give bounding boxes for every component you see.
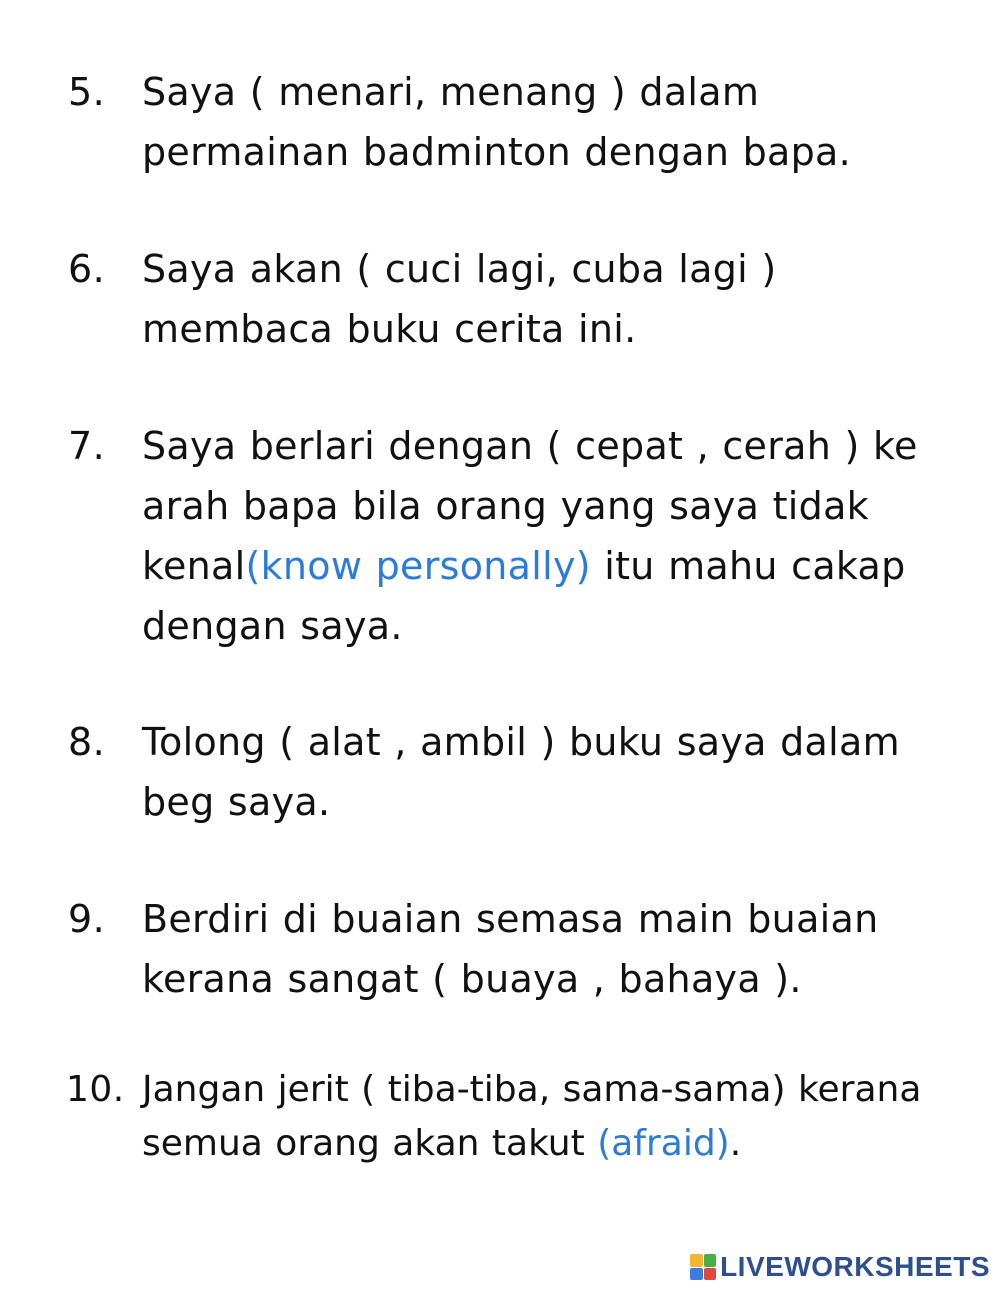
question-line	[142, 62, 962, 122]
question-text	[142, 712, 962, 832]
logo-square	[704, 1254, 717, 1267]
logo-square	[704, 1268, 717, 1281]
question-line	[142, 772, 962, 832]
question-number: 10.	[66, 1069, 125, 1110]
question-line	[142, 596, 962, 656]
question-number: 9.	[68, 897, 106, 941]
question-text	[142, 1063, 962, 1171]
question-line	[142, 122, 962, 182]
liveworksheets-logo-icon	[690, 1254, 716, 1280]
question-text	[142, 416, 962, 656]
question-line	[142, 1117, 962, 1171]
question-line	[142, 476, 962, 536]
logo-square	[690, 1254, 703, 1267]
question-line	[142, 949, 962, 1009]
question-line	[142, 536, 962, 596]
question-number: 7.	[68, 424, 106, 468]
text-segment: Saya ( menari, menang ) dalam	[142, 70, 760, 114]
question-line	[142, 239, 962, 299]
text-segment: semua orang akan takut	[142, 1123, 598, 1164]
text-segment: kerana sangat ( buaya , bahaya ).	[142, 957, 802, 1001]
text-segment: Tolong ( alat , ambil ) buku saya dalam	[142, 720, 900, 764]
text-segment: Berdiri di buaian semasa main buaian	[142, 897, 879, 941]
text-segment: permainan badminton dengan bapa.	[142, 130, 851, 174]
question-line	[142, 1063, 962, 1117]
question-number: 6.	[68, 247, 106, 291]
text-segment: arah bapa bila orang yang saya tidak	[142, 484, 869, 528]
text-segment: itu mahu cakap	[590, 544, 906, 588]
text-segment: kenal	[142, 544, 246, 588]
question-line	[142, 712, 962, 772]
text-segment: Saya akan ( cuci lagi, cuba lagi )	[142, 247, 777, 291]
english-gloss: (know personally)	[245, 544, 591, 588]
question-number: 8.	[68, 720, 106, 764]
text-segment: beg saya.	[142, 780, 331, 824]
brand-name: LIVEWORKSHEETS	[720, 1251, 990, 1282]
question-number: 5.	[68, 70, 106, 114]
text-segment: Jangan jerit ( tiba-tiba, sama-sama) kerana	[142, 1069, 922, 1110]
text-segment: dengan saya.	[142, 604, 403, 648]
logo-square	[690, 1268, 703, 1281]
question-line	[142, 416, 962, 476]
english-gloss: (afraid)	[597, 1123, 730, 1164]
text-segment: membaca buku cerita ini.	[142, 307, 637, 351]
question-text	[142, 889, 962, 1009]
question-text	[142, 239, 962, 359]
question-text	[142, 62, 962, 182]
text-segment: Saya berlari dengan ( cepat , cerah ) ke	[142, 424, 918, 468]
text-segment: .	[729, 1123, 742, 1164]
liveworksheets-brand	[690, 1252, 990, 1282]
question-line	[142, 299, 962, 359]
question-line	[142, 889, 962, 949]
